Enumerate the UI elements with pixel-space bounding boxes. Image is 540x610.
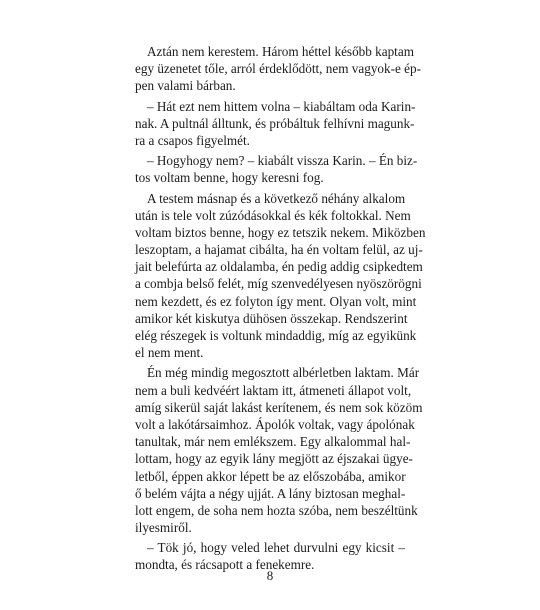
paragraph <box>135 43 421 95</box>
text-line: leszoptam, a hajamat cibálta, ha én voltam felül, az uj- <box>135 242 423 258</box>
text-line: letből, éppen akkor lépett be az előszobába, amikor <box>135 468 406 484</box>
text-line: Aztán nem kerestem. Három héttel később kaptam <box>147 44 414 59</box>
text-line: egy üzenetet tőle, arról érdeklődött, nem vagyok-e ép- <box>135 61 421 77</box>
text-line: tanultak, már nem emlékszem. Egy alkalommal hal- <box>135 434 411 450</box>
page-number: 8 <box>266 568 274 583</box>
text-line: elég részegek is voltunk mindaddig, míg az egyikünk <box>135 328 417 343</box>
text-line: volt a lakótársaimhoz. Ápolók voltak, vagy ápolónak <box>135 416 415 432</box>
text-line: – Hogyhogy nem? – kiabált vissza Karin. – Én biz- <box>147 153 418 169</box>
text-line: – Tök jó, hogy veled lehet durvulni egy kicsit – <box>147 540 405 556</box>
text-line: nem a buli kedvéért laktam itt, átmeneti állapot volt, <box>135 382 412 398</box>
text-line: jait belefúrta az oldalamba, én pedig addig csipkedtem <box>135 259 423 275</box>
text-line: után is tele volt zúzódásokkal és kék foltokkal. Nem <box>135 207 411 223</box>
paragraph <box>135 364 423 536</box>
text-line: voltam biztos benne, hogy ez tetszik nekem. Miközben <box>135 224 426 240</box>
text-line: nak. A pultnál álltunk, és próbáltuk felhívni magunk- <box>135 115 415 131</box>
text-line: ra a csapos figyelmét. <box>135 132 250 148</box>
text-line: a combja belső felét, míg szenvedélyesen nyöszörögni <box>135 276 422 292</box>
text-line: el nem ment. <box>135 345 204 361</box>
text-line: amikor két kiskutya dühösen összekap. Rendszerint <box>135 310 408 326</box>
paragraph <box>135 190 426 362</box>
text-line: amíg sikerül saját lakást kerítenem, és nem sok közöm <box>135 399 423 415</box>
text-line: nem kezdett, és ez folyton így ment. Olyan volt, mint <box>135 293 417 309</box>
text-line: Én még mindig megosztott albérletben laktam. Már <box>147 365 420 381</box>
text-line: ő belém vájta a négy ujját. A lány biztosan meghal- <box>135 485 406 501</box>
text-line: lottam, hogy az egyik lány megjött az éjszakai ügye- <box>135 451 413 467</box>
text-line: pen valami bárban. <box>135 78 236 94</box>
text-line: ilyesmiről. <box>135 520 192 536</box>
text-line: lott engem, de soha nem hozta szóba, nem beszéltünk <box>135 502 418 518</box>
paragraph <box>135 98 416 150</box>
body-text <box>135 43 426 574</box>
text-line: – Hát ezt nem hittem volna – kiabáltam oda Karin- <box>147 98 416 114</box>
text-line: tos voltam benne, hogy keresni fog. <box>135 170 324 186</box>
paragraph <box>135 152 418 186</box>
text-line: A testem másnap és a következő néhány alkalom <box>147 190 406 206</box>
text-line: mondta, és rácsapott a fenekemre. <box>135 557 315 573</box>
